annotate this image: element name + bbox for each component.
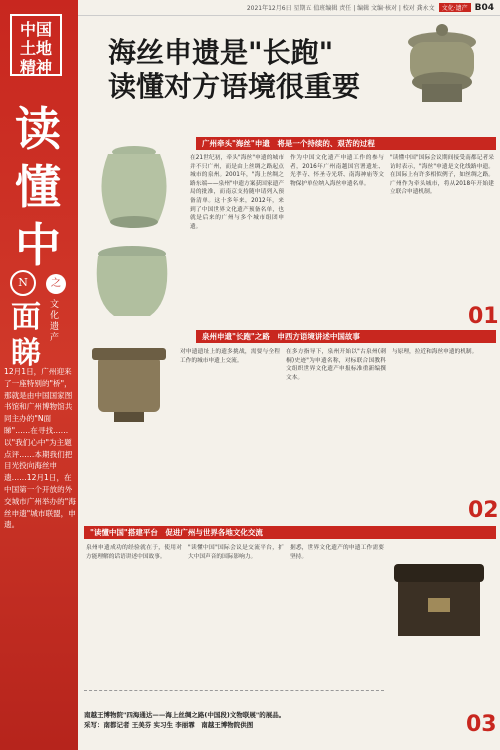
logo-line: 中国 <box>19 20 52 39</box>
section1-col3: "读懂中国"国际会议期间接受南都记者采访时表示，"海丝"申遗是文化线路申遗。在国际上有许多相似例子，如丝绸之路。广州作为牵头城市，将从2018年开始建立联合申遗机制。 <box>390 155 494 196</box>
section1-col1: 在21世纪初，牵头"海丝"申遗的城市并不只广州，而是由上丝绸之路起点城市的泉州。2001年，"海上丝绸之路东端——泉州"申遗方案获国家遗产局的批准，而南京支持随申请列入预备清单。这十多年来，2012年，来到了中国世界文化遗产预备名单，也就是后来的广州与多个城市组团申遗。 <box>190 155 284 230</box>
column-logo <box>10 14 62 76</box>
celadon-jar-image <box>88 134 180 234</box>
face-char: 面 <box>11 300 41 335</box>
face-char: 睇 <box>11 336 41 371</box>
section1-bar: 广州牵头"海丝"申遗 将是一个持续的、艰苦的过程 <box>196 137 496 150</box>
section2-col2: 在多方指导下，泉州开始以"古泉州(刺桐)史迹"为申遗名称，对标联合国教科文组织世界文化遗产申报标准重新编撰文本。 <box>286 349 386 381</box>
caption-line1: 南越王博物院"四海通达——海上丝绸之路(中国段)文物联展"的展品。 <box>84 711 286 719</box>
headline-line2: 读懂对方语境很重要 <box>108 70 361 103</box>
sidebar-intro: 12月1日，广州迎来了一座特别的"桥"，那就是由中国国家图书馆和广州博物馆共同主办的"N面睇"……在寻找……以"我们心中"为主题点评……本期我们把目光投向海丝申遗……12月1日，在中国第一个开放的外交城市广州举办的"海丝申遗"城市联盟，申遗。 <box>4 367 76 530</box>
censer-image <box>392 20 492 112</box>
header-info: 2021年12月6日 星期五 值班编辑 责任 | 编辑 文编·核对 | 校对 龚永文 <box>246 5 435 12</box>
logo-line: 精神 <box>19 58 52 77</box>
section3-col2: "读懂中国"国际会议是交流平台，扩大中国声音的国际影响力。 <box>188 545 284 560</box>
headline-line1: 海丝申遗是"长跑" <box>108 36 334 69</box>
section-number: 01 <box>468 304 499 329</box>
subtitle-vertical: 文化遗产 <box>50 300 60 343</box>
headline <box>108 36 408 104</box>
title-char: 中 <box>15 218 61 272</box>
page-header <box>78 0 500 16</box>
section2-col1: 对申遗遗址上的遗多挑战，需要与全程工作的城市申遗上交流。 <box>180 349 280 364</box>
celadon-bowl-image <box>84 240 180 325</box>
column-title <box>8 100 68 274</box>
treasure-box-image <box>388 548 490 648</box>
section3-col3: 据悉，世界文化遗产的申遗工作需要坚持。 <box>290 545 384 560</box>
title-char: 懂 <box>15 160 61 214</box>
title-char: 读 <box>15 102 61 156</box>
photo-caption <box>84 710 384 730</box>
section3-bar: "读懂中国"搭建平台 促进广州与世界各地文化交流 <box>84 526 496 539</box>
n-badge: N <box>10 270 36 296</box>
section-number: 02 <box>468 498 499 523</box>
section-tag: 文化·遗产 <box>439 3 471 12</box>
section-number: 03 <box>466 712 497 737</box>
logo-line: 土地 <box>19 39 52 58</box>
divider <box>84 690 384 691</box>
bronze-vessel-image <box>84 334 174 430</box>
zhi-badge: 之 <box>46 274 66 294</box>
section3-col1: 泉州申遗成功的经验就在于，使用对方能理解的话语讲述中国故事。 <box>86 545 182 560</box>
page-number: B04 <box>474 2 494 13</box>
face-label <box>8 300 44 372</box>
caption-line2: 采写：南都记者 王美芬 实习生 李丽霏 南越王博物院供图 <box>84 721 254 729</box>
section2-bar: 泉州申遗"长跑"之路 申西方语境讲述中国故事 <box>196 330 496 343</box>
section2-col3: 与原理，拉近和海丝申遗的机制。 <box>392 349 478 355</box>
section1-col2: 作为中国文化遗产申遗工作的参与者，2016年广州南越国宫署遗址、光孝寺、怀圣寺光塔、南海神庙等文物保护单位纳入海丝申遗名单。 <box>290 155 384 187</box>
